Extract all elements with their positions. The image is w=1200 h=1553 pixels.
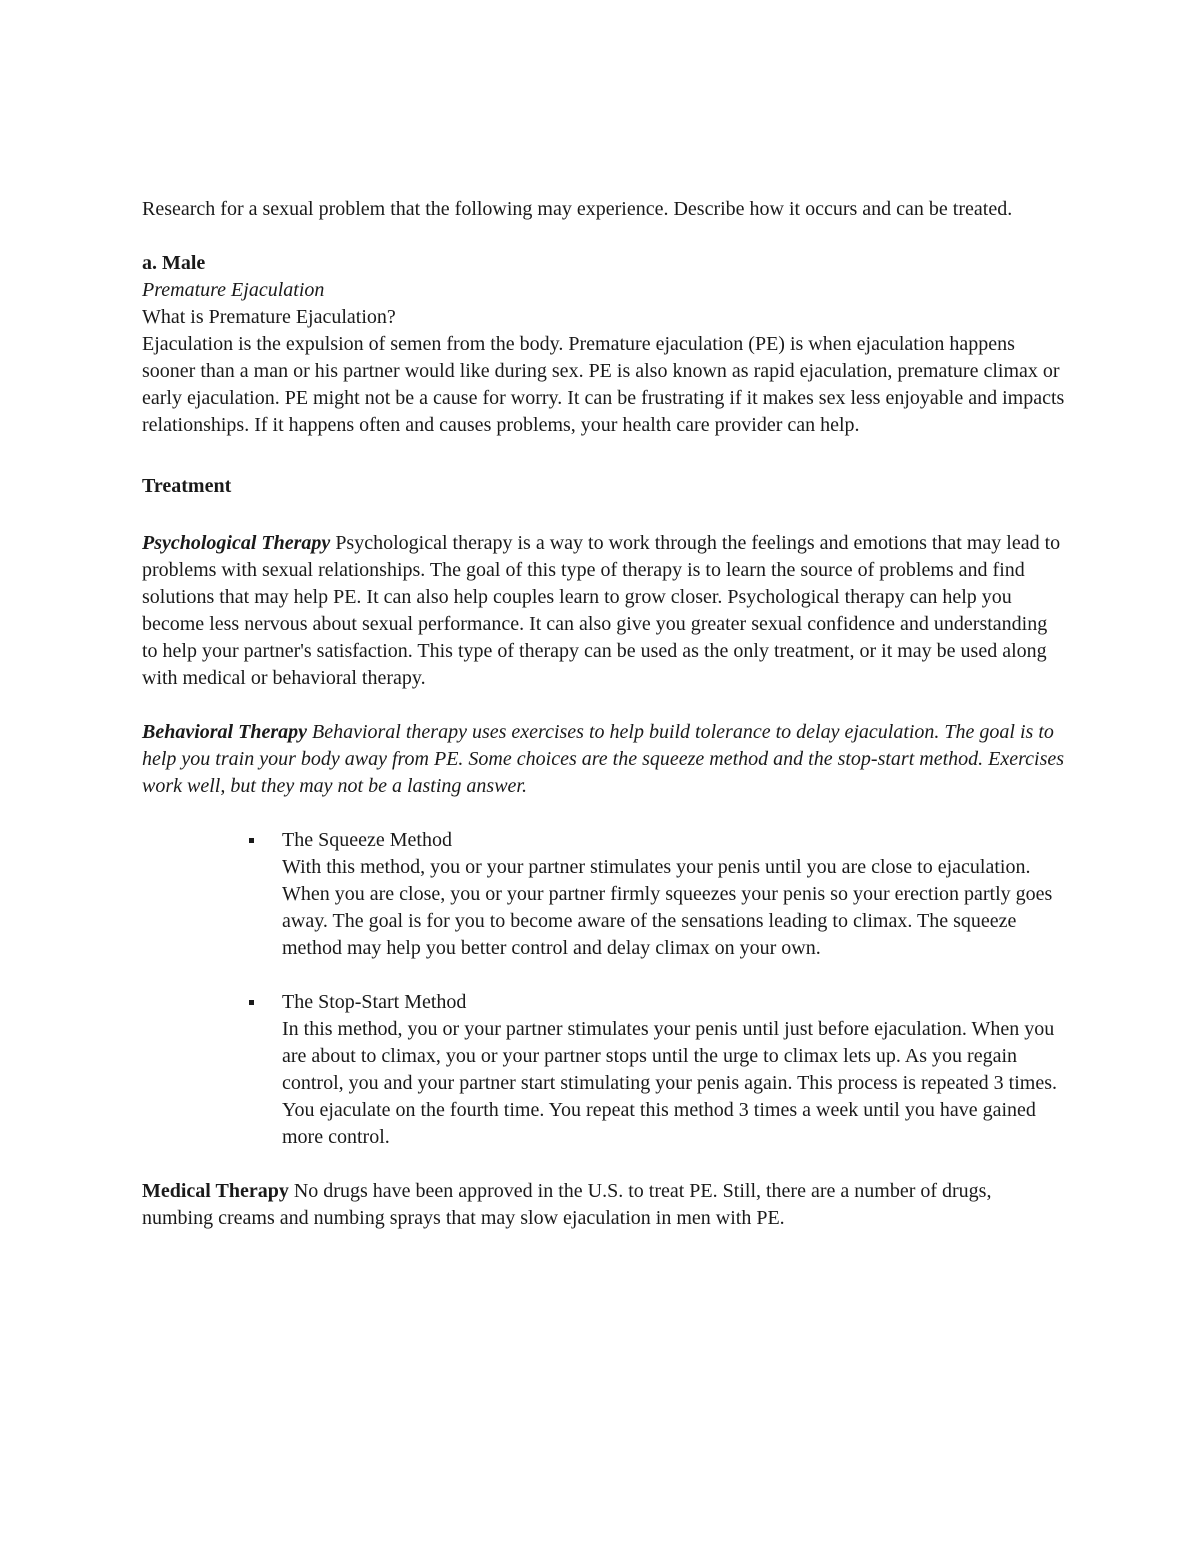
spacer bbox=[142, 500, 1067, 530]
method-text: In this method, you or your partner stimulates your penis until just before ejaculation. When you are about to climax, you or your partner stops until the urge to climax lets up. As you regain control, you and your partner start stimulating your penis again. This process is repeated 3 times. You ejaculate on the fourth time. You repeat this method 3 times a week until you have gained more control. bbox=[282, 1018, 1058, 1148]
psychological-therapy-label: Psychological Therapy bbox=[142, 532, 331, 554]
behavioral-therapy-text: Behavioral therapy uses exercises to help build tolerance to delay ejaculation. The goal is to help you train your body away from PE. Some choices are the squeeze method and the stop-start method. Exercises work well, but they may not be a lasting answer. bbox=[142, 721, 1065, 797]
square-bullet-icon bbox=[249, 1000, 254, 1005]
document-page bbox=[142, 196, 1067, 1232]
method-title: The Stop-Start Method bbox=[282, 991, 467, 1013]
list-item-squeeze-method bbox=[282, 827, 1067, 962]
spacer bbox=[142, 800, 1067, 827]
psychological-therapy-paragraph bbox=[142, 530, 1067, 692]
intro-paragraph: Research for a sexual problem that the following may experience. Describe how it occurs and can be treated. bbox=[142, 198, 1013, 220]
condition-definition: Ejaculation is the expulsion of semen from the body. Premature ejaculation (PE) is when ejaculation happens sooner than a man or his partner would like during sex. PE is also known as rapid ejaculation, premature climax or early ejaculation. PE might not be a cause for worry. It can be frustrating if it makes sex less enjoyable and impacts relationships. If it happens often and causes problems, your health care provider can help. bbox=[142, 333, 1065, 436]
list-item-stop-start-method bbox=[282, 989, 1067, 1151]
condition-question: What is Premature Ejaculation? bbox=[142, 306, 396, 328]
spacer bbox=[142, 439, 1067, 473]
behavioral-methods-list bbox=[142, 827, 1067, 1151]
method-title: The Squeeze Method bbox=[282, 829, 452, 851]
square-bullet-icon bbox=[249, 838, 254, 843]
spacer bbox=[142, 1151, 1067, 1178]
method-text: With this method, you or your partner stimulates your penis until you are close to ejaculation. When you are close, you or your partner firmly squeezes your penis so your erection partly goes away. The goal is for you to become aware of the sensations leading to climax. The squeeze method may help you better control and delay climax on your own. bbox=[282, 856, 1053, 959]
spacer bbox=[142, 692, 1067, 719]
section-heading-male: a. Male bbox=[142, 252, 206, 274]
medical-therapy-text: No drugs have been approved in the U.S. to treat PE. Still, there are a number of drugs, numbing creams and numbing sprays that may slow ejaculation in men with PE. bbox=[142, 1180, 992, 1229]
treatment-heading: Treatment bbox=[142, 475, 232, 497]
spacer bbox=[142, 223, 1067, 250]
medical-therapy-paragraph bbox=[142, 1178, 1067, 1232]
psychological-therapy-text: Psychological therapy is a way to work through the feelings and emotions that may lead to problems with sexual relationships. The goal of this type of therapy is to learn the source of problems and find solutions that may help PE. It can also help couples learn to grow closer. Psychological therapy can help you become less nervous about sexual performance. It can also give you greater sexual confidence and understanding to help your partner's satisfaction. This type of therapy can be used as the only treatment, or it may be used along with medical or behavioral therapy. bbox=[142, 532, 1061, 689]
behavioral-therapy-label: Behavioral Therapy bbox=[142, 721, 307, 743]
behavioral-therapy-paragraph bbox=[142, 719, 1067, 800]
medical-therapy-label: Medical Therapy bbox=[142, 1180, 289, 1202]
condition-title: Premature Ejaculation bbox=[142, 279, 325, 301]
